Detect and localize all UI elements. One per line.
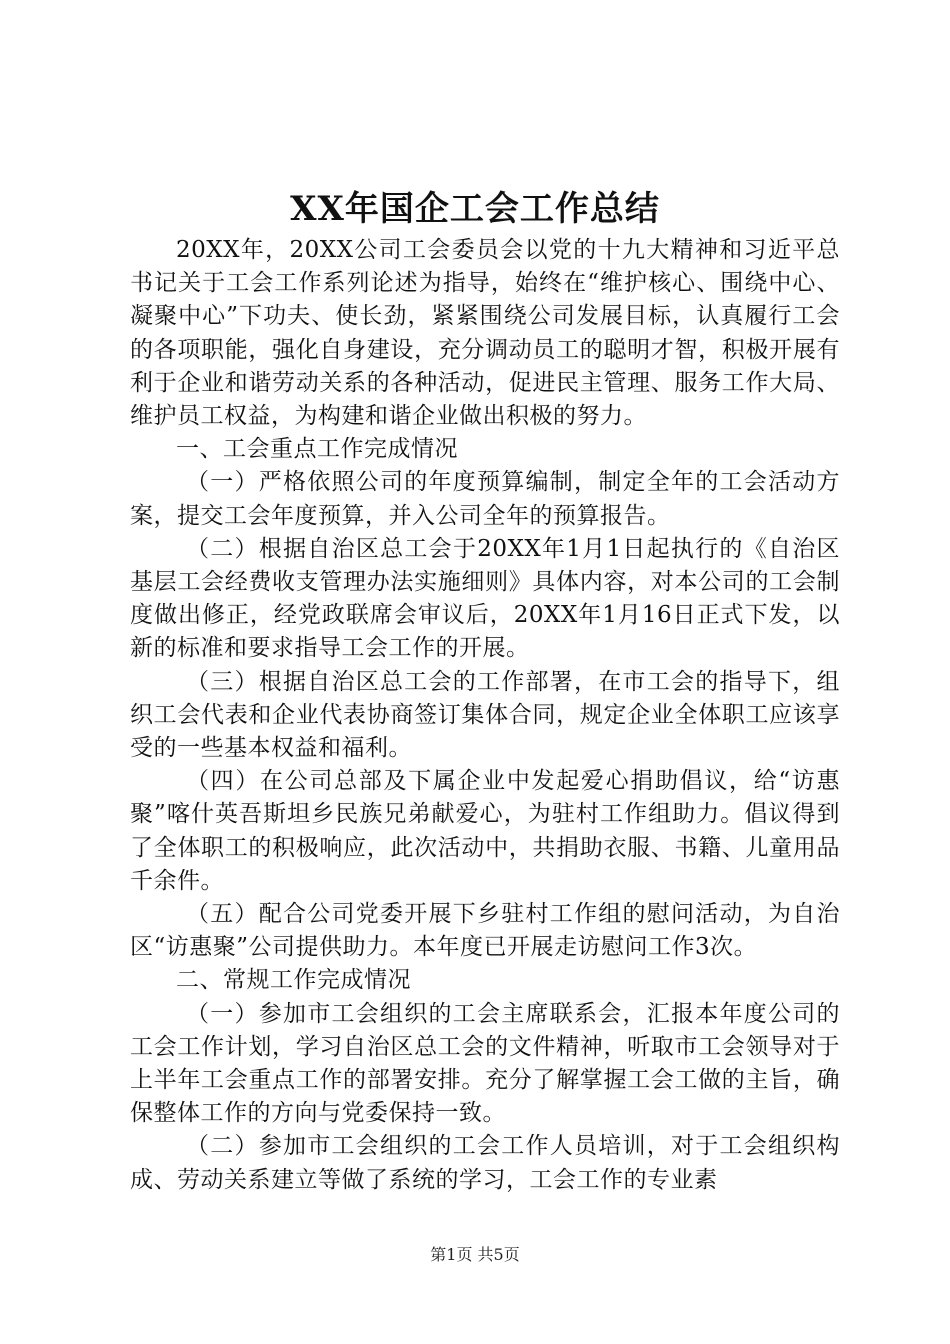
paragraph-1-4: （四）在公司总部及下属企业中发起爱心捐助倡议，给“访惠聚”喀什英吾斯坦乡民族兄弟献爱心，为驻村工作组助力。倡议得到了全体职工的积极响应，此次活动中，共捐助衣服、书籍、儿童用品千余件。	[130, 768, 840, 894]
paragraph-1-1: （一）严格依照公司的年度预算编制，制定全年的工会活动方案，提交工会年度预算，并入公司全年的预算报告。	[130, 469, 840, 529]
section-heading-2: 二、常规工作完成情况	[176, 967, 411, 994]
section-heading-1: 一、工会重点工作完成情况	[176, 436, 458, 463]
paragraph-1-2: （二）根据自治区总工会于20XX年1月1日起执行的《自治区基层工会经费收支管理办法实施细则》具体内容，对本公司的工会制度做出修正，经党政联席会审议后，20XX年1月16日正式下发，以新的标准和要求指导工会工作的开展。	[130, 535, 840, 662]
paragraph-2-1: （一）参加市工会组织的工会主席联系会，汇报本年度公司的工会工作计划，学习自治区总工会的文件精神，听取市工会领导对于上半年工会重点工作的部署安排。充分了解掌握工会工做的主旨，确保整体工作的方向与党委保持一致。	[130, 1000, 840, 1127]
paragraph-2-2: （二）参加市工会组织的工会工作人员培训，对于工会组织构成、劳动关系建立等做了系统的学习，工会工作的专业素	[130, 1133, 840, 1193]
document-title: XX年国企工会工作总结	[290, 189, 660, 229]
page-number-footer: 第1页 共5页	[430, 1245, 520, 1264]
document-body	[130, 234, 840, 1197]
intro-paragraph: 20XX年，20XX公司工会委员会以党的十九大精神和习近平总书记关于工会工作系列论述为指导，始终在“维护核心、围绕中心、凝聚中心”下功夫、使长劲，紧紧围绕公司发展目标，认真履行工会的各项职能，强化自身建设，充分调动员工的聪明才智，积极开展有利于企业和谐劳动关系的各种活动，促进民主管理、服务工作大局、维护员工权益，为构建和谐企业做出积极的努力。	[130, 237, 840, 430]
paragraph-1-5: （五）配合公司党委开展下乡驻村工作组的慰问活动，为自治区“访惠聚”公司提供助力。本年度已开展走访慰问工作3次。	[130, 901, 840, 961]
paragraph-1-3: （三）根据自治区总工会的工作部署，在市工会的指导下，组织工会代表和企业代表协商签订集体合同，规定企业全体职工应该享受的一些基本权益和福利。	[130, 668, 840, 762]
